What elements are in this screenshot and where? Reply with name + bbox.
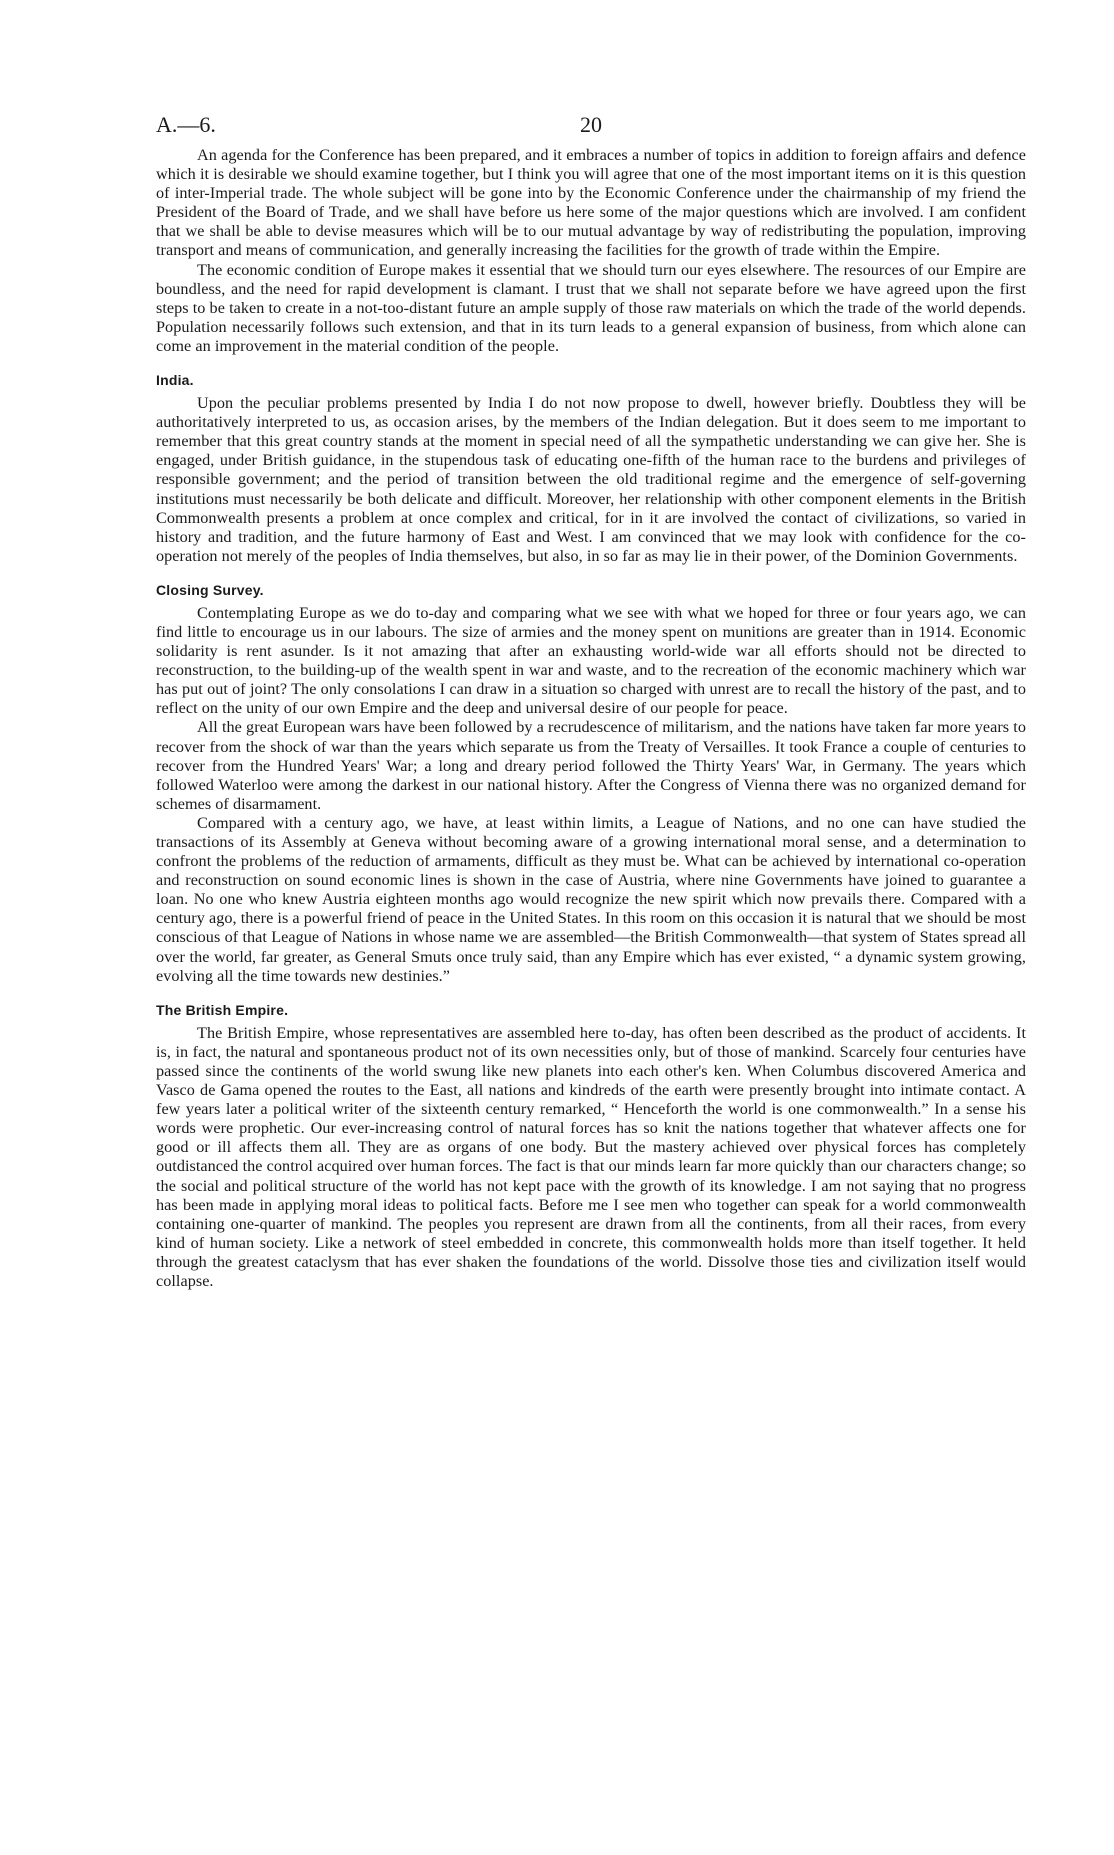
section-heading-british-empire: The British Empire. [156,1001,289,1018]
body-paragraph: All the great European wars have been followed by a recrudescence of militarism, and the nations have taken far more years to recover from the shock of war than the years which separate us from the Treaty of Versailles. It took France a couple of centuries to recover from the Hundred Years' War; a long and dreary period followed the Thirty Years' War, in Germany. The years which followed Waterloo were among the darkest in our national history. After the Congress of Vienna there was no organized demand for schemes of disarmament. [156,718,1026,813]
body-paragraph: Contemplating Europe as we do to-day and comparing what we see with what we hoped for three or four years ago, we can find little to encourage us in our labours. The size of armies and the money spent on munitions are greater than in 1914. Economic solidarity is rent asunder. Is it not amazing that after an exhausting world-wide war all efforts should not be directed to reconstruction, to the building-up of the wealth spent in war and waste, and to the recreation of the economic machinery which war has put out of joint? The only consolations I can draw in a situation so charged with unrest are to recall the history of the past, and to reflect on the unity of our own Empire and the deep and universal desire of our people for peace. [156,603,1026,718]
section-heading-india: India. [156,372,194,389]
body-paragraph: Compared with a century ago, we have, at least within limits, a League of Nations, and no one can have studied the transactions of its Assembly at Geneva without becoming aware of a growing international moral sense, and a determination to confront the problems of the reduction of armaments, difficult as they must be. What can be achieved by international co-operation and reconstruction on sound economic lines is shown in the case of Austria, where nine Governments have joined to guarantee a loan. No one who knew Austria eighteen months ago would recognize the new spirit which now prevails there. Compared with a century ago, there is a powerful friend of peace in the United States. In this room on this occasion it is natural that we should be most conscious of that League of Nations in whose name we are assembled—the British Commonwealth—that system of States spread all over the world, far greater, as General Smuts once truly said, than any Empire which has ever existed, “ a dynamic system growing, evolving all the time towards new destinies.” [156,813,1026,985]
document-reference: A.—6. [156,112,216,137]
closing-survey-section [156,582,1026,986]
page-number: 20 [580,112,602,137]
section-heading-closing-survey: Closing Survey. [156,581,264,598]
british-empire-section [156,1002,1026,1291]
body-paragraph: Upon the peculiar problems presented by India I do not now propose to dwell, however briefly. Doubtless they will be authoritatively interpreted to us, as occasion arises, by the members of the Indian delegation. But it does seem to me important to remember that this great country stands at the moment in special need of all the sympathetic understanding we can give her. She is engaged, under British guidance, in the stupendous task of educating one-fifth of the human race to the burdens and privileges of responsible government; and the period of transition between the old traditional regime and the emergence of self-governing institutions must necessarily be both delicate and difficult. Moreover, her relationship with other component elements in the British Commonwealth presents a problem at once complex and critical, for in it are involved the contact of civilizations, so varied in history and tradition, and the future harmony of East and West. I am convinced that we may look with confidence for the co-operation not merely of the peoples of India themselves, but also, in so far as may lie in their power, of the Dominion Governments. [156,394,1026,565]
page-header [156,112,1026,146]
body-paragraph: The British Empire, whose representatives are assembled here to-day, has often been described as the product of accidents. It is, in fact, the natural and spontaneous product not of its own necessities only, but of those of mankind. Scarcely four centuries have passed since the continents of the world swung like new planets into each other's ken. When Columbus discovered America and Vasco de Gama opened the routes to the East, all nations and kindreds of the earth were presently brought into intimate contact. A few years later a political writer of the sixteenth century remarked, “ Henceforth the world is one commonwealth.” In a sense his words were prophetic. Our ever-increasing control of natural forces has so knit the nations together that whatever affects one for good or ill affects them all. They are as organs of one body. But the mastery achieved over physical forces has completely outdistanced the control acquired over human forces. The fact is that our minds learn far more quickly than our characters change; so the social and political structure of the world has not kept pace with the growth of its knowledge. I am not saying that no progress has been made in applying moral ideas to political facts. Before me I see men who together can speak for a world commonwealth containing one-quarter of mankind. The peoples you represent are drawn from all the continents, from all their races, from every kind of human society. Like a network of steel embedded in concrete, this commonwealth holds more than itself together. It held through the greatest cataclysm that has ever shaken the foundations of the world. Dissolve those ties and civilization itself would collapse. [156,1023,1026,1290]
india-section [156,372,1026,566]
document-page [156,112,1026,1291]
intro-section [156,146,1026,356]
body-paragraph: The economic condition of Europe makes it essential that we should turn our eyes elsewhere. The resources of our Empire are boundless, and the need for rapid development is clamant. I trust that we shall not separate before we have agreed upon the first steps to be taken to create in a not-too-distant future an ample supply of those raw materials on which the trade of the world depends. Population necessarily follows such extension, and that in its turn leads to a general expansion of business, from which alone can come an improvement in the material condition of the people. [156,260,1026,355]
body-paragraph: An agenda for the Conference has been prepared, and it embraces a number of topics in addition to foreign affairs and defence which it is desirable we should examine together, but I think you will agree that one of the most important items on it is this question of inter-Imperial trade. The whole subject will be gone into by the Economic Conference under the chairmanship of my friend the President of the Board of Trade, and we shall have before us here some of the major questions which are involved. I am confident that we shall be able to devise measures which will be to our mutual advantage by way of redistributing the population, improving transport and means of communication, and generally increasing the facilities for the growth of trade within the Empire. [156,146,1026,260]
